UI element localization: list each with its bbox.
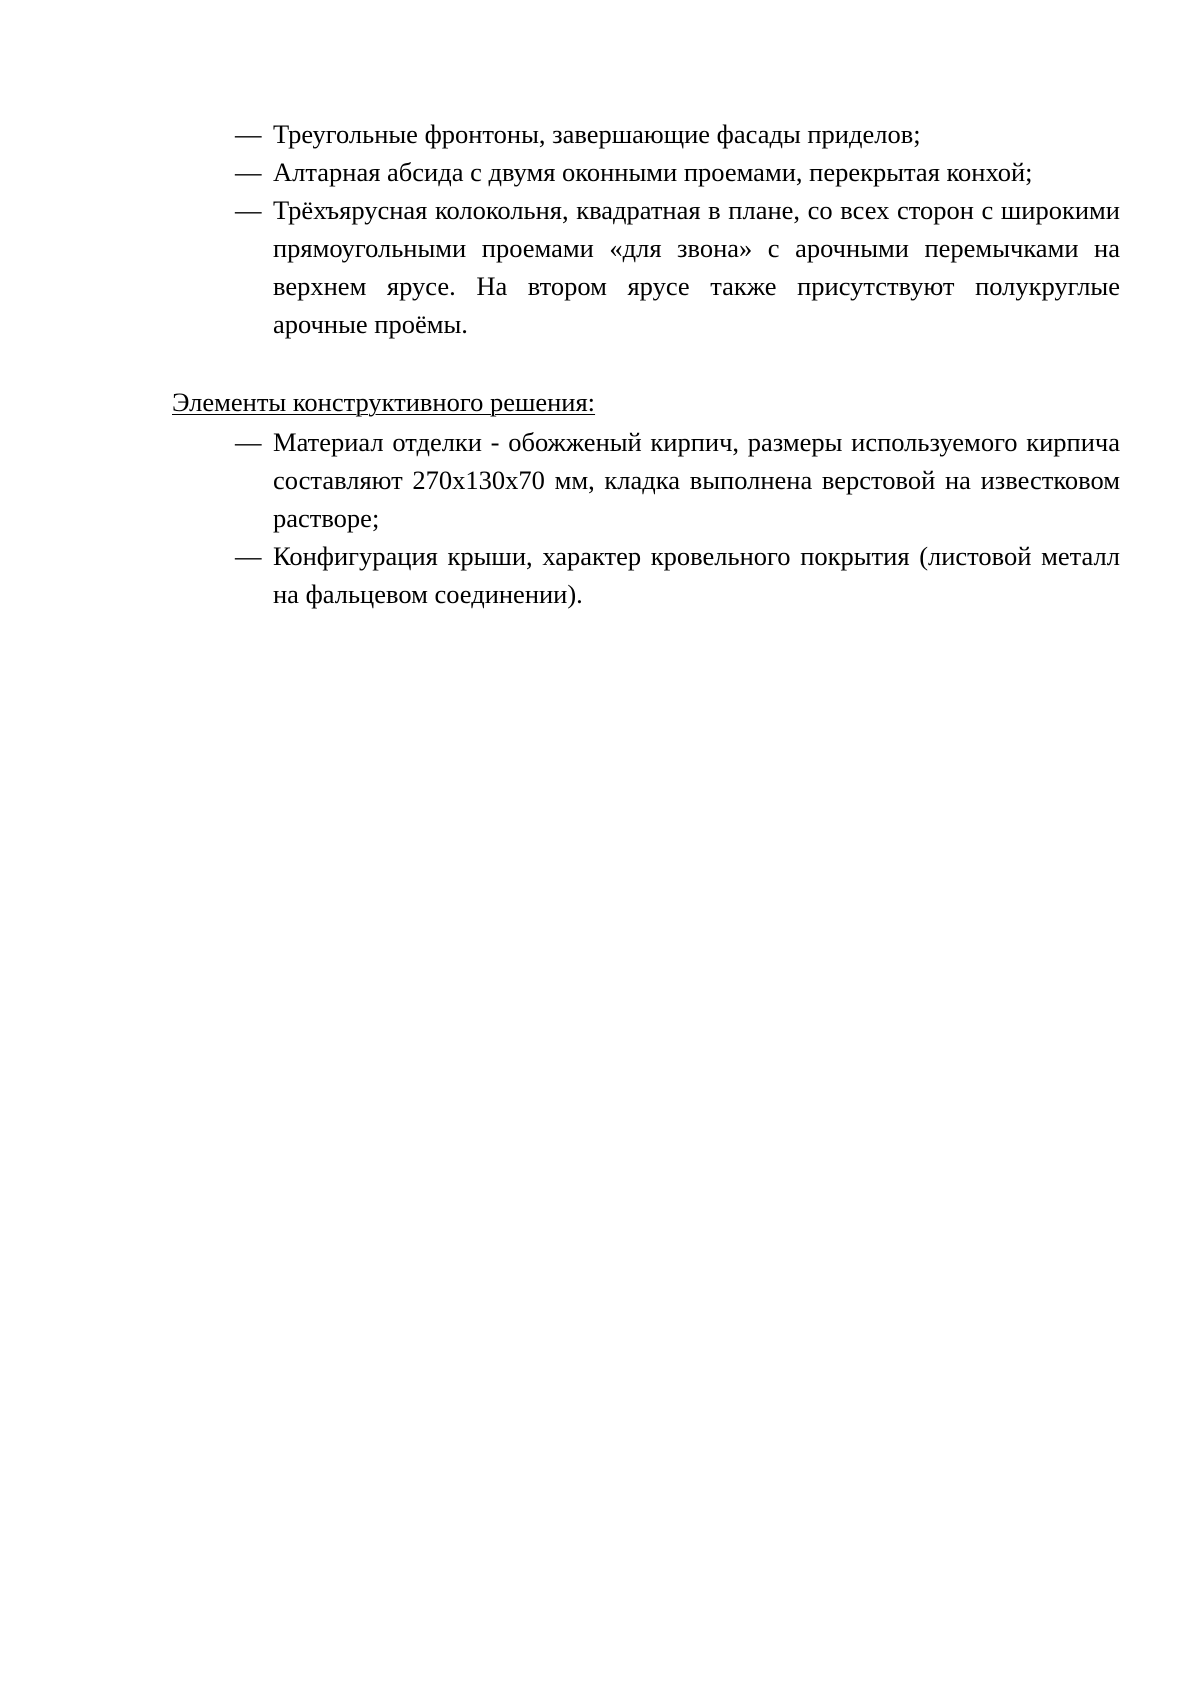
list-item [235,153,1120,191]
list-item [235,191,1120,343]
structural-elements-list [235,423,1120,613]
list-dash: — [235,157,262,187]
list-item-text: Треугольные фронтоны, завершающие фасады приделов; [273,119,921,149]
list-item-text: Алтарная абсида с двумя оконными проемами, перекрытая конхой; [273,157,1033,187]
list-item-text: Трёхъярусная колокольня, квадратная в плане, со всех сторон с широкими прямоугольными проемами «для звона» с арочными перемычками на верхнем ярусе. На втором ярусе также присутствуют полукруглые арочные проёмы. [273,195,1120,339]
list-dash: — [235,195,262,225]
list-item [235,115,1120,153]
section-heading: Элементы конструктивного решения: [172,387,596,417]
list-item [235,537,1120,613]
list-item-text: Материал отделки - обожженый кирпич, размеры используемого кирпича составляют 270x130x70 мм, кладка выполнена верстовой на известковом растворе; [273,427,1120,533]
list-dash: — [235,541,262,571]
list-dash: — [235,427,262,457]
list-item-text: Конфигурация крыши, характер кровельного покрытия (листовой металл на фальцевом соединении). [273,541,1120,609]
list-dash: — [235,119,262,149]
list-item [235,423,1120,537]
architectural-elements-list [235,115,1120,343]
